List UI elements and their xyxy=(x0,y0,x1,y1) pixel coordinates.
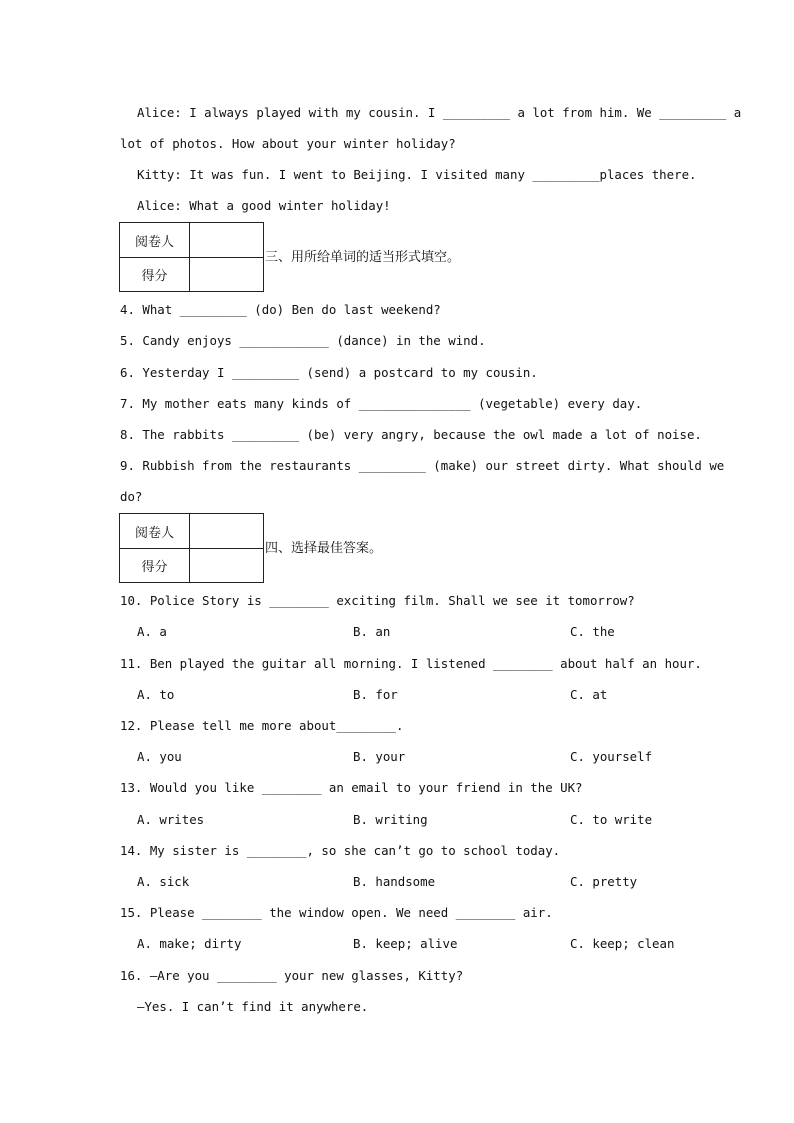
reviewer-label: 阅卷人 xyxy=(120,514,190,549)
s3-item-7: 7. My mother eats many kinds of _______________ (vegetable) every day. xyxy=(120,396,643,411)
dialogue-line-1: Alice: I always played with my cousin. I _________ a lot from him. We _________ a xyxy=(137,105,742,120)
q14-option-a: A. sick xyxy=(137,874,190,889)
q10-option-b: B. an xyxy=(353,624,391,639)
q15-option-b: B. keep; alive xyxy=(353,936,458,951)
question-16-reply: —Yes. I can’t find it anywhere. xyxy=(137,999,369,1014)
q12-option-b: B. your xyxy=(353,749,406,764)
reviewer-label: 阅卷人 xyxy=(120,223,190,258)
s3-item-6: 6. Yesterday I _________ (send) a postcard to my cousin. xyxy=(120,365,538,380)
s3-item-9: 9. Rubbish from the restaurants _________ (make) our street dirty. What should we xyxy=(120,458,725,473)
q12-option-a: A. you xyxy=(137,749,182,764)
question-14: 14. My sister is ________, so she can’t go to school today. xyxy=(120,843,561,858)
section4-title: 四、选择最佳答案。 xyxy=(265,541,383,556)
question-11: 11. Ben played the guitar all morning. I listened ________ about half an hour. xyxy=(120,656,702,671)
section3-title: 三、用所给单词的适当形式填空。 xyxy=(265,250,461,265)
q13-option-a: A. writes xyxy=(137,812,205,827)
s3-item-8: 8. The rabbits _________ (be) very angry, because the owl made a lot of noise. xyxy=(120,427,702,442)
question-13: 13. Would you like ________ an email to your friend in the UK? xyxy=(120,780,583,795)
score-label: 得分 xyxy=(120,549,190,582)
q12-option-c: C. yourself xyxy=(570,749,653,764)
grader-table-section4 xyxy=(119,513,264,583)
q13-option-b: B. writing xyxy=(353,812,428,827)
s3-item-9-cont: do? xyxy=(120,489,143,504)
q11-option-a: A. to xyxy=(137,687,175,702)
dialogue-line-4: Alice: What a good winter holiday! xyxy=(137,198,391,213)
q10-option-c: C. the xyxy=(570,624,615,639)
q11-option-b: B. for xyxy=(353,687,398,702)
question-10: 10. Police Story is ________ exciting film. Shall we see it tomorrow? xyxy=(120,593,635,608)
q15-option-a: A. make; dirty xyxy=(137,936,242,951)
grader-table-section3 xyxy=(119,222,264,292)
q15-option-c: C. keep; clean xyxy=(570,936,675,951)
s3-item-5: 5. Candy enjoys ____________ (dance) in the wind. xyxy=(120,333,486,348)
s3-item-4: 4. What _________ (do) Ben do last weekend? xyxy=(120,302,441,317)
question-16: 16. —Are you ________ your new glasses, Kitty? xyxy=(120,968,464,983)
reviewer-cell xyxy=(190,223,263,258)
q14-option-c: C. pretty xyxy=(570,874,638,889)
question-12: 12. Please tell me more about________. xyxy=(120,718,404,733)
q11-option-c: C. at xyxy=(570,687,608,702)
score-cell xyxy=(190,549,263,582)
q13-option-c: C. to write xyxy=(570,812,653,827)
question-15: 15. Please ________ the window open. We need ________ air. xyxy=(120,905,553,920)
dialogue-line-3: Kitty: It was fun. I went to Beijing. I visited many _________places there. xyxy=(137,167,697,182)
score-label: 得分 xyxy=(120,258,190,291)
score-cell xyxy=(190,258,263,291)
dialogue-line-2: lot of photos. How about your winter holiday? xyxy=(120,136,456,151)
reviewer-cell xyxy=(190,514,263,549)
q14-option-b: B. handsome xyxy=(353,874,436,889)
q10-option-a: A. a xyxy=(137,624,167,639)
